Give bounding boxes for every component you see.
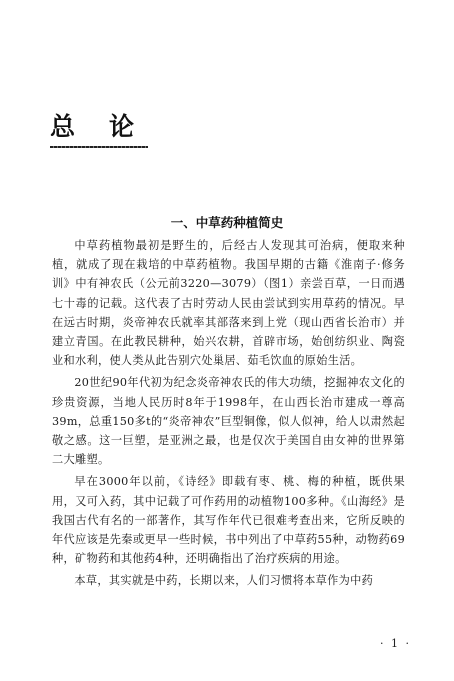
paragraph-3: 早在3000年以前，《诗经》即载有枣、桃、梅的种植，既供果用，又可入药，其中记载了可作药用的动植物100多种。《山海经》是我国古代有名的一部著作，其写作年代已很难考查出来，它所反映的年代应该是先秦或更早一些时候，书中列出了中草药55种，动物药69种，矿物药和其他药4种，还明确指出了治疗疾病的用途。 — [52, 475, 405, 566]
page-number: · 1 · — [380, 637, 411, 650]
paragraph-1: 中草药植物最初是野生的，后经古人发现其可治病，便取来种植，就成了现在栽培的中草药植物。我国早期的古籍《淮南子·修务训》中有神农氏（公元前3220—3079）（图1）亲尝百草，一日而遇七十毒的记载。这代表了古时劳动人民由尝试到实用草药的情况。早在远古时期，炎帝神农氏就率其部落来到上党（现山西省长治市）并建立青国。在此教民耕种，始兴农耕，首辟市场，始创纺织业、陶瓷业和水利，使人类从此告别穴处巢居、茹毛饮血的原始生活。 — [52, 239, 405, 368]
paragraph-2: 20世纪90年代初为纪念炎帝神农氏的伟大功绩，挖掘神农文化的珍贵资源，当地人民历时8年于1998年，在山西长治市建成一尊高39m，总重150多t的“炎帝神农”巨型铜像，似人似神，给人以肃然起敬之感。这一巨塑，是亚洲之最，也是仅次于美国自由女神的世界第二大雕塑。 — [52, 376, 405, 467]
chapter-title-rule — [50, 146, 148, 148]
chapter-title: 总论 — [50, 112, 169, 141]
section-title: 一、中草药种植简史 — [170, 215, 284, 230]
body-text — [52, 236, 405, 591]
paragraph-4: 本草，其实就是中药，长期以来，人们习惯将本草作为中药 — [74, 574, 374, 588]
